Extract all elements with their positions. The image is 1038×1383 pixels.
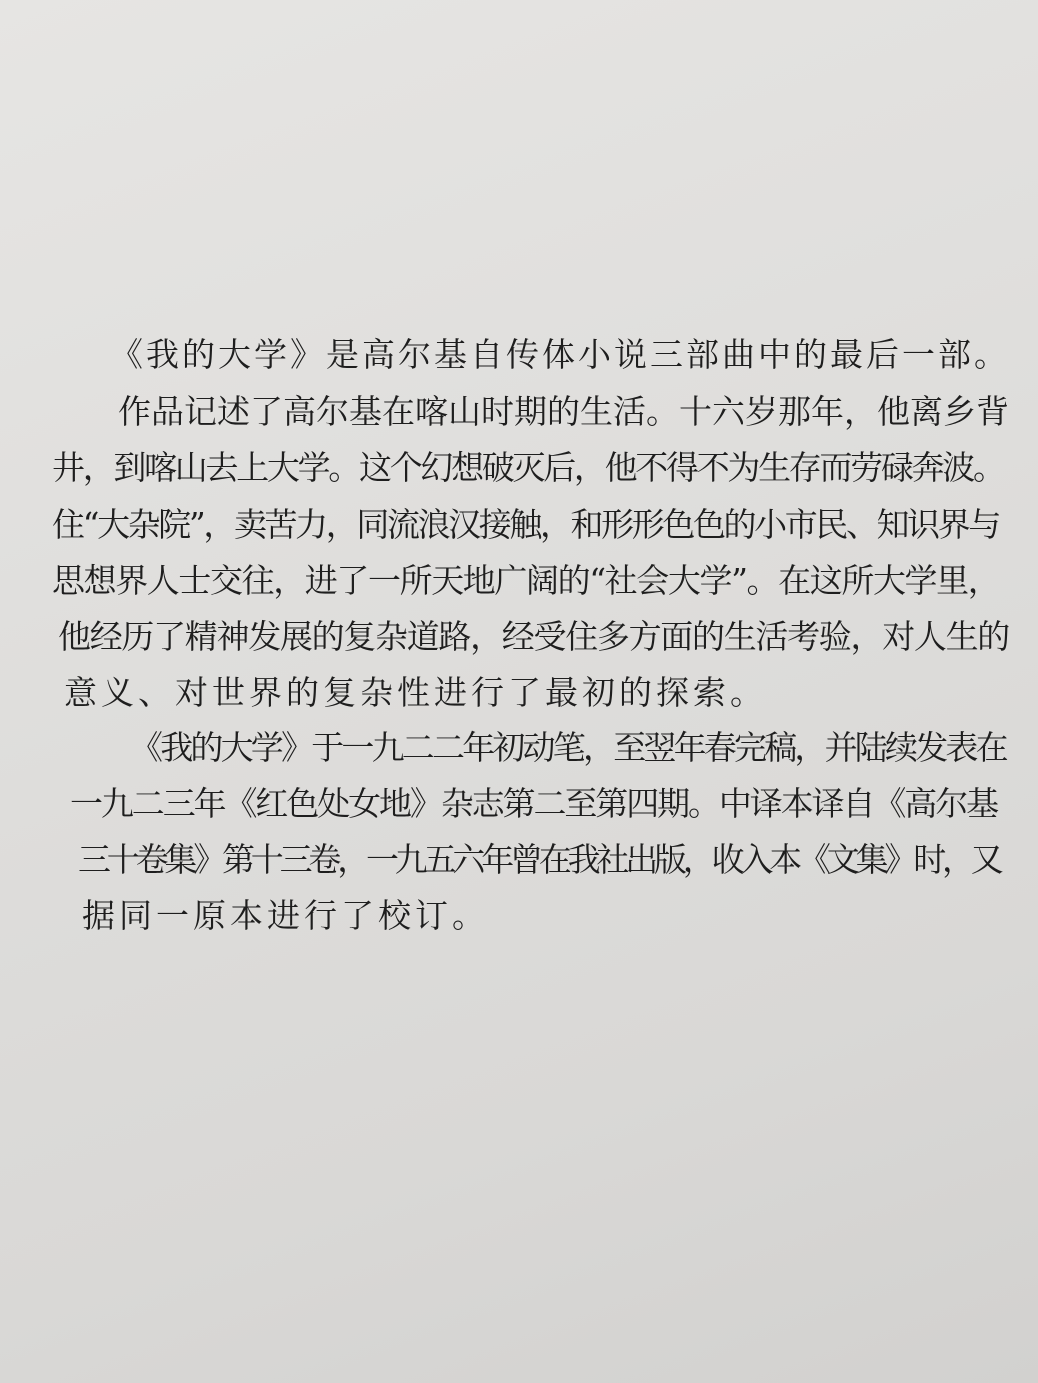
paragraph-3-line-3: 三十卷集》第十三卷，一九五六年曾在我社出版，收入本《文集》时，又 — [78, 840, 1000, 879]
paragraph-2-line-2: 井，到喀山去上大学。这个幻想破灭后，他不得不为生存而劳碌奔波。 — [52, 448, 1004, 487]
paragraph-2-line-5: 他经历了精神发展的复杂道路，经受住多方面的生活考验，对人生的 — [58, 617, 1010, 656]
paragraph-3-line-2: 一九二三年《红色处女地》杂志第二至第四期。中译本译自《高尔基 — [70, 784, 998, 823]
paragraph-3-line-1: 《我的大学》于一九二二年初动笔，至翌年春完稿，并陆续发表在 — [130, 728, 1006, 767]
paragraph-2-line-3: 住“大杂院”，卖苦力，同流浪汉接触，和形形色色的小市民、知识界与 — [52, 505, 999, 544]
paragraph-1-line-1: 《我的大学》是高尔基自传体小说三部曲中的最后一部。 — [110, 335, 1010, 374]
paragraph-3-line-4: 据同一原本进行了校订。 — [82, 896, 489, 935]
paragraph-2-line-1: 作品记述了高尔基在喀山时期的生活。十六岁那年，他离乡背 — [118, 392, 1009, 431]
paragraph-2-line-4: 思想界人士交往，进了一所天地广阔的“社会大学”。在这所大学里， — [52, 561, 1000, 600]
paragraph-2-line-6: 意义、对世界的复杂性进行了最初的探索。 — [64, 673, 767, 712]
